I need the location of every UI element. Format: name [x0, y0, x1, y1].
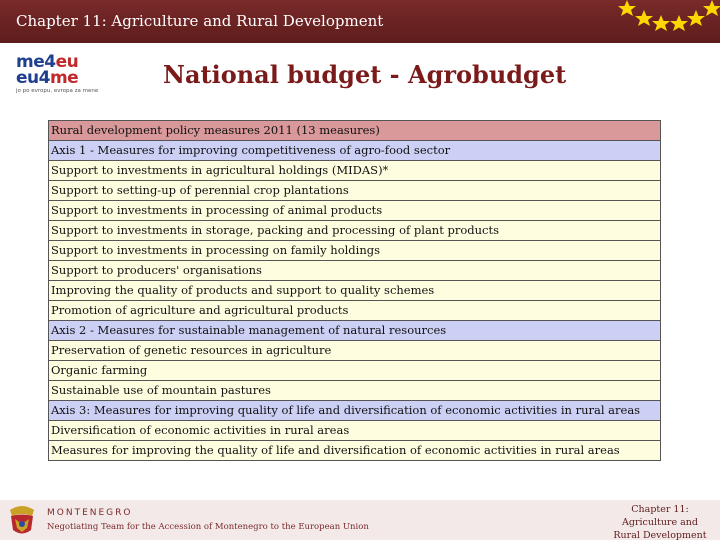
measure-cell: Axis 2 - Measures for sustainable management of natural resources [49, 321, 661, 341]
footer-chapter-line: Agriculture and [622, 517, 698, 528]
footer-country: MONTENEGRO [47, 508, 133, 518]
header-title: Chapter 11: Agriculture and Rural Development [16, 12, 384, 30]
measure-cell: Support to investments in processing of animal products [49, 201, 661, 221]
measure-cell: Improving the quality of products and support to quality schemes [49, 281, 661, 301]
measure-cell: Support to investments in processing on family holdings [49, 241, 661, 261]
table-row [49, 441, 661, 461]
table-row [49, 241, 661, 261]
table-row [49, 361, 661, 381]
table-row [49, 261, 661, 281]
table-header-row [49, 121, 661, 141]
table-row [49, 381, 661, 401]
me4eu-logo [16, 54, 116, 98]
table-row [49, 201, 661, 221]
measures-table [48, 120, 661, 461]
eu-star-icon [652, 15, 670, 31]
logo-text: me [49, 68, 79, 88]
axis-row [49, 141, 661, 161]
measure-cell: Sustainable use of mountain pastures [49, 381, 661, 401]
page-title: National budget - Agrobudget [163, 60, 567, 89]
measure-cell: Measures for improving the quality of life and diversification of economic activities in rural areas [49, 441, 661, 461]
footer-chapter [600, 503, 720, 542]
axis-row [49, 321, 661, 341]
measure-cell: Diversification of economic activities in rural areas [49, 421, 661, 441]
measure-cell: Axis 3: Measures for improving quality of life and diversification of economic activities in rural areas [49, 401, 661, 421]
measure-cell: Support to producers' organisations [49, 261, 661, 281]
footer-team: Negotiating Team for the Accession of Montenegro to the European Union [47, 522, 369, 532]
eu-star-icon [635, 10, 653, 26]
table-row [49, 221, 661, 241]
measure-cell: Preservation of genetic resources in agriculture [49, 341, 661, 361]
table-row [49, 281, 661, 301]
table-row [49, 181, 661, 201]
footer-chapter-line: Chapter 11: [631, 504, 689, 515]
measure-cell: Support to investments in agricultural holdings (MIDAS)* [49, 161, 661, 181]
eu-star-icon [687, 10, 705, 26]
table-row [49, 341, 661, 361]
eu-stars-icon [610, 0, 720, 43]
logo-text: me4 [16, 52, 56, 72]
table-row [49, 421, 661, 441]
footer-chapter-line: Rural Development [613, 530, 707, 541]
eu-star-icon [670, 15, 688, 31]
montenegro-coat-of-arms-icon [5, 504, 39, 538]
measure-cell: Promotion of agriculture and agricultural products [49, 301, 661, 321]
eu-star-icon [703, 0, 720, 16]
measure-cell: Support to setting-up of perennial crop plantations [49, 181, 661, 201]
measure-cell: Support to investments in storage, packing and processing of plant products [49, 221, 661, 241]
measure-cell: Axis 1 - Measures for improving competitiveness of agro-food sector [49, 141, 661, 161]
logo-tagline: jo po evropu, evropa za mene [16, 88, 99, 94]
axis-row [49, 401, 661, 421]
table-row [49, 301, 661, 321]
measure-cell: Organic farming [49, 361, 661, 381]
logo-text: eu [55, 52, 79, 72]
eu-star-icon [618, 0, 636, 16]
logo-text: eu4 [16, 68, 50, 88]
measure-cell: Rural development policy measures 2011 (13 measures) [49, 121, 661, 141]
table-row [49, 161, 661, 181]
header-bar [0, 0, 720, 43]
